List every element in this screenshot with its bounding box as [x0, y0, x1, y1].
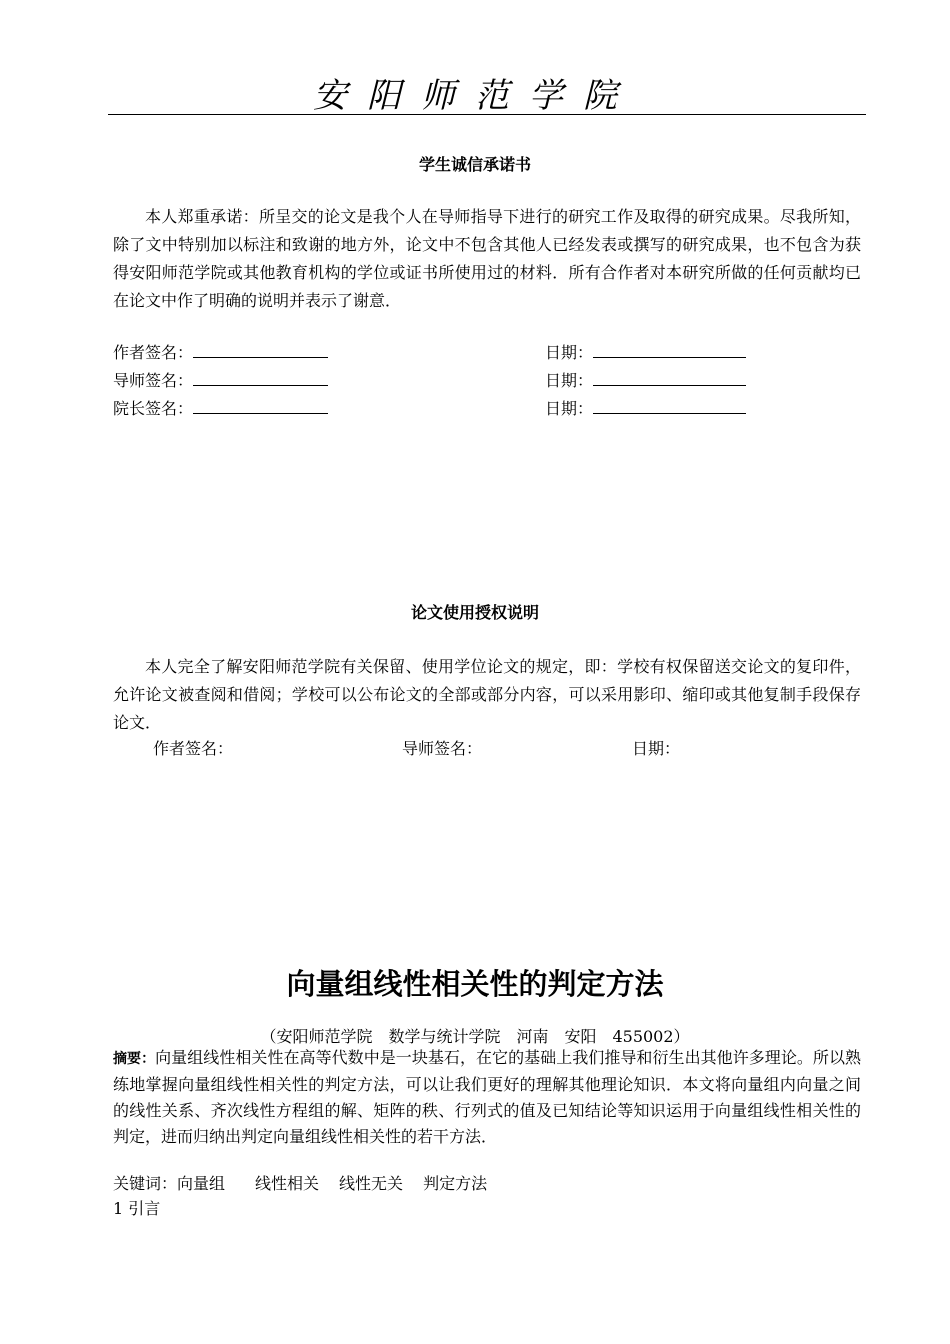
section-heading-intro: 1 引言 [113, 1199, 161, 1218]
authorization-title: 论文使用授权说明 [410, 603, 539, 622]
sig-author-row [113, 339, 328, 367]
header-rule [108, 114, 866, 115]
date-row-2 [545, 367, 746, 395]
sig-advisor-label: 导师签名： [113, 371, 194, 390]
abstract [113, 1045, 861, 1150]
keyword-3: 线性无关 [339, 1174, 404, 1193]
date-label-1: 日期： [545, 343, 594, 362]
date-blank-2 [593, 367, 746, 386]
authorization-body: 本人完全了解安阳师范学院有关保留、使用学位论文的规定，即：学校有权保留送交论文的复印件，允许论文被查阅和借阅；学校可以公布论文的全部或部分内容，可以采用影印、缩印或其他复制手段保存论文． [113, 657, 861, 732]
date-row-1 [545, 339, 746, 367]
sig-dean-row [113, 395, 328, 423]
keywords-label: 关键词： [113, 1174, 178, 1193]
date-label-2: 日期： [545, 371, 594, 390]
auth-date: 日期： [632, 739, 681, 758]
sig-author-label: 作者签名： [113, 343, 194, 362]
affiliation: （安阳师范学院 数学与统计学院 河南 安阳 455002） [260, 1027, 690, 1046]
date-blank-3 [593, 395, 746, 414]
sig-dean-label: 院长签名： [113, 399, 194, 418]
honesty-title: 学生诚信承诺书 [418, 155, 531, 174]
sig-dean-blank [193, 395, 328, 414]
date-label-3: 日期： [545, 399, 594, 418]
keyword-4: 判定方法 [423, 1174, 488, 1193]
keyword-1: 向量组 [177, 1174, 226, 1193]
auth-sig-advisor: 导师签名： [402, 739, 483, 758]
abstract-label: 摘要： [113, 1051, 156, 1067]
sig-advisor-row [113, 367, 328, 395]
honesty-body: 本人郑重承诺：所呈交的论文是我个人在导师指导下进行的研究工作及取得的研究成果。尽我所知，除了文中特别加以标注和致谢的地方外，论文中不包含其他人已经发表或撰写的研究成果，也不包含为获得安阳师范学院或其他教育机构的学位或证书所使用过的材料．所有合作者对本研究所做的任何贡献均已在论文中作了明确的说明并表示了谢意． [113, 207, 861, 310]
institution-header: 安阳师范学院 [313, 76, 637, 116]
date-blank-1 [593, 339, 746, 358]
keyword-2: 线性相关 [255, 1174, 320, 1193]
sig-author-blank [193, 339, 328, 358]
auth-sig-author: 作者签名： [153, 739, 234, 758]
date-row-3 [545, 395, 746, 423]
sig-advisor-blank [193, 367, 328, 386]
abstract-text: 向量组线性相关性在高等代数中是一块基石，在它的基础上我们推导和衍生出其他许多理论。所以熟练地掌握向量组线性相关性的判定方法，可以让我们更好的理解其他理论知识．本文将向量组内向量之间的线性关系、齐次线性方程组的解、矩阵的秩、行列式的值及已知结论等知识运用于向量组线性相关性的判定，进而归纳出判定向量组线性相关性的若干方法． [113, 1048, 861, 1146]
keywords [113, 1171, 487, 1197]
paper-title: 向量组线性相关性的判定方法 [286, 967, 664, 1001]
